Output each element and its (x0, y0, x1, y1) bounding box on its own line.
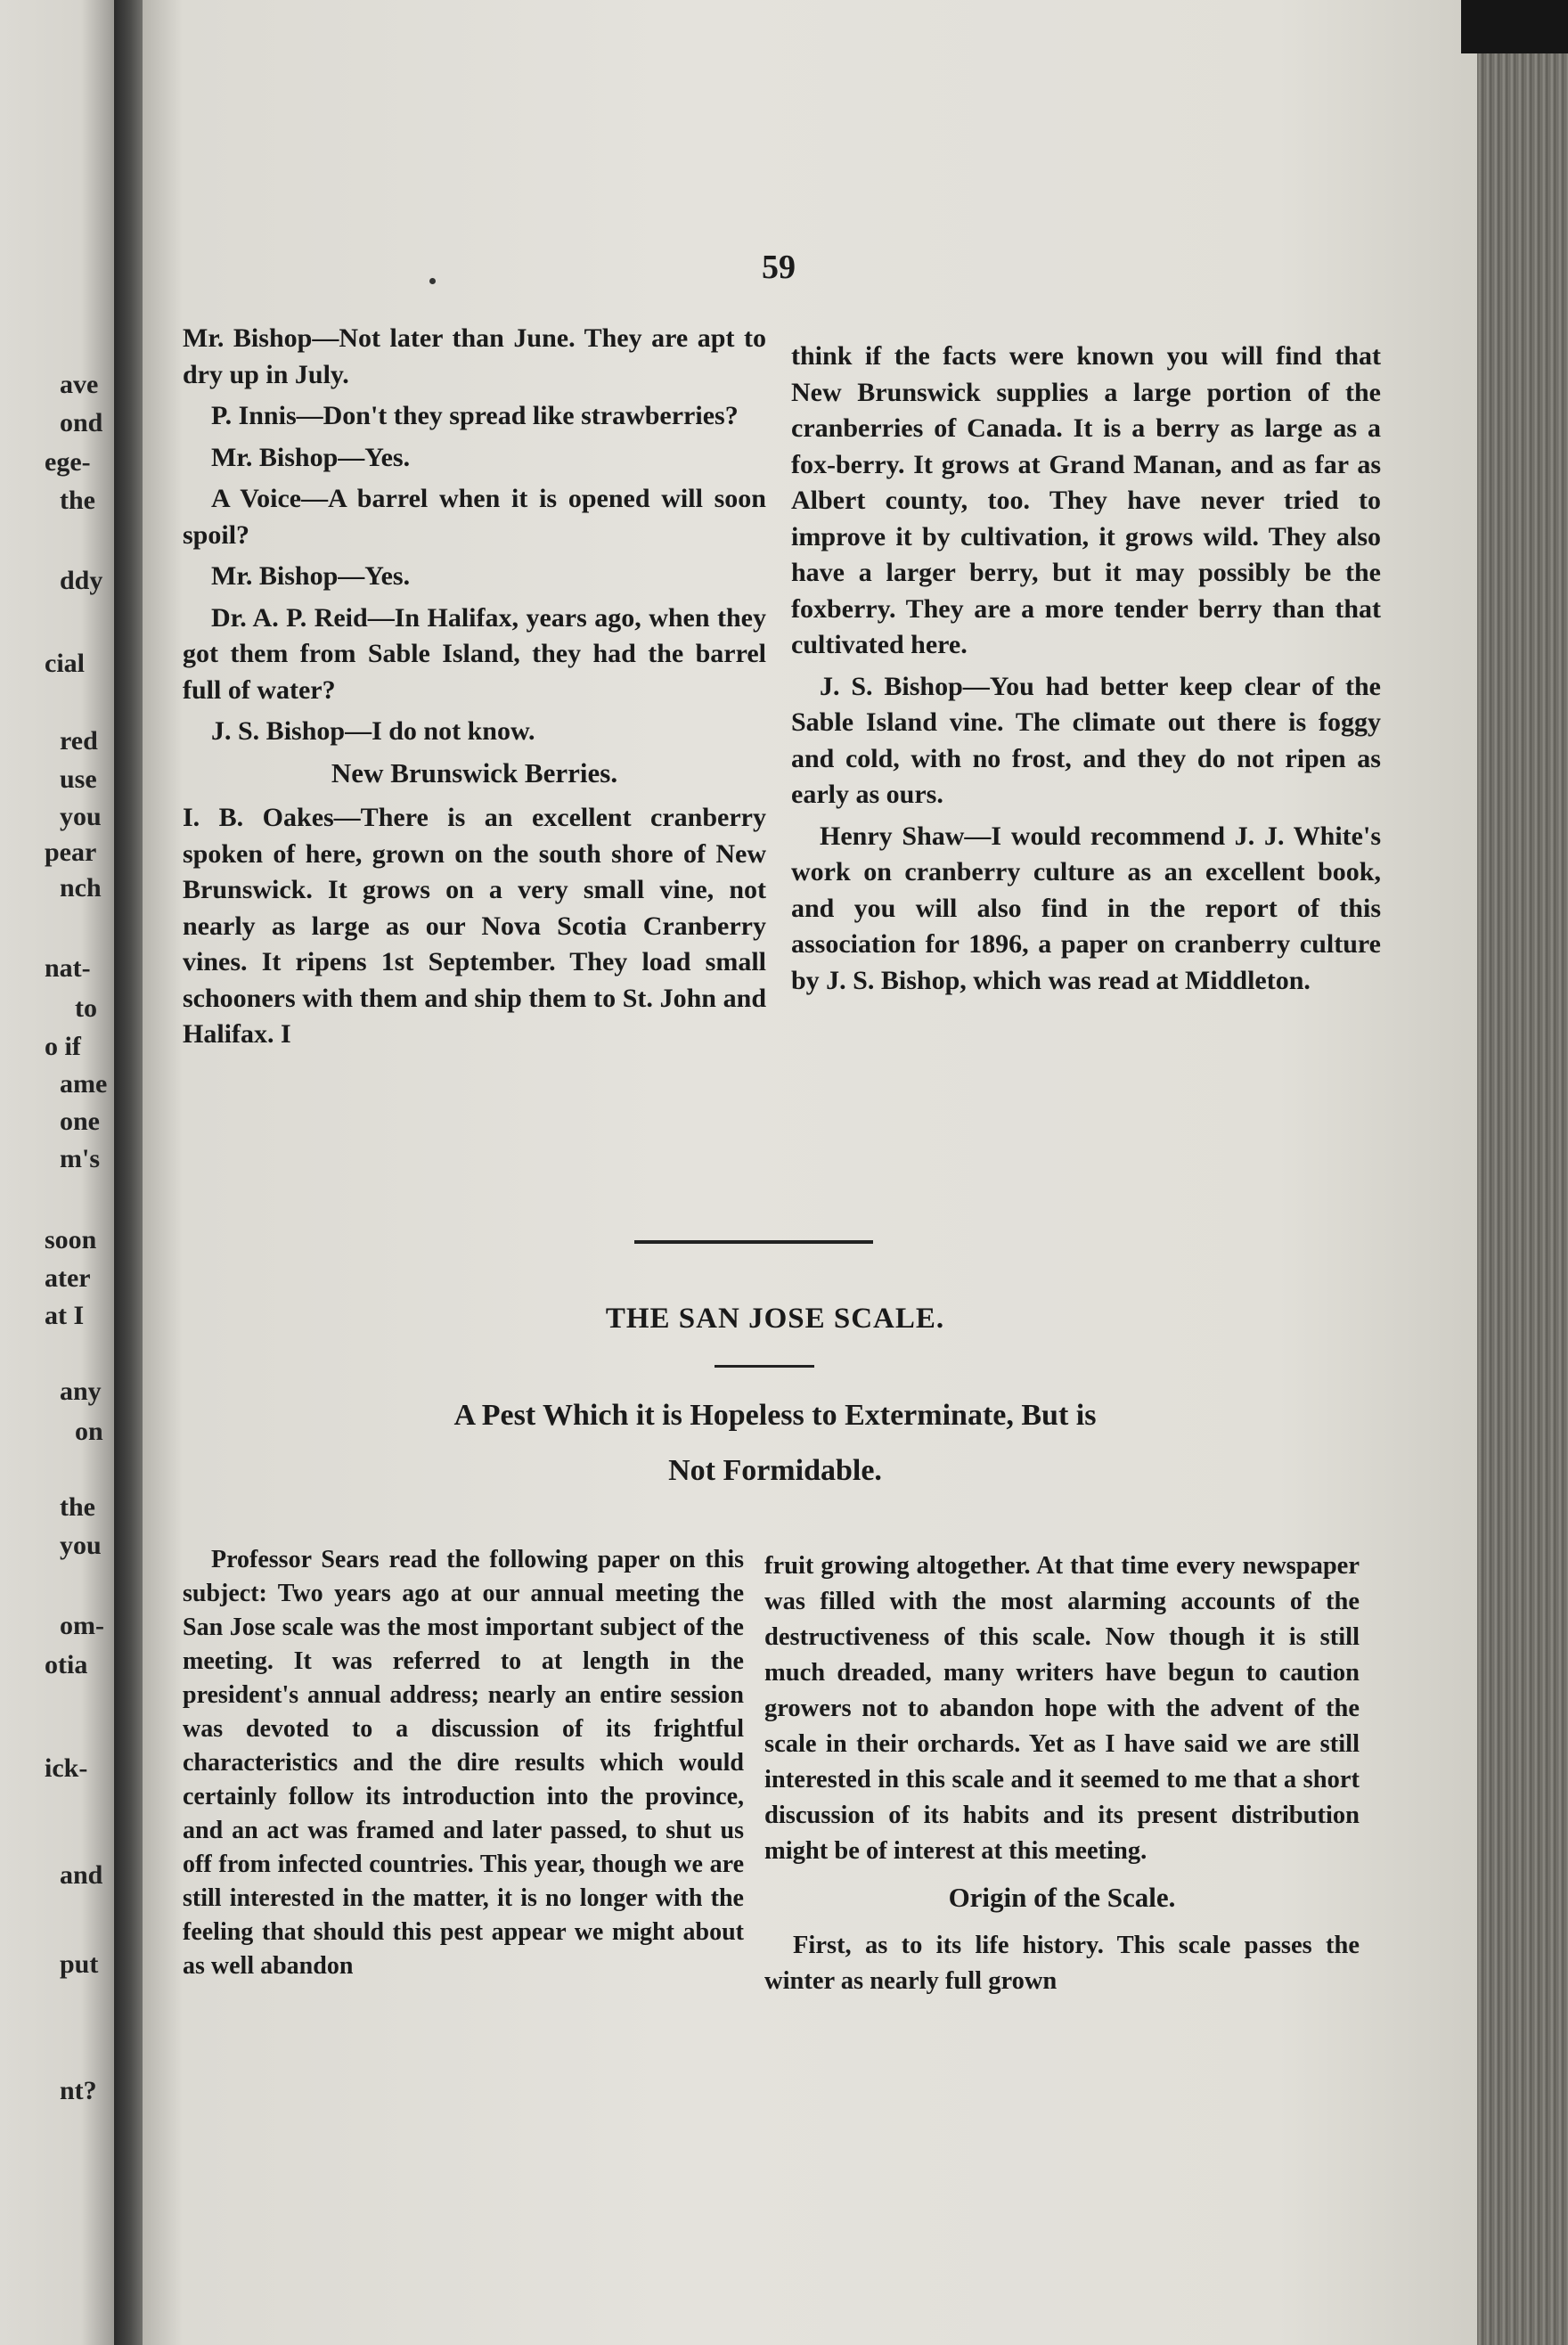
paragraph: J. S. Bishop—You had better keep clear of the Sable Island vine. The climate out there is foggy and cold, with no frost, and they do not ripen as early as ours. (791, 671, 1381, 809)
page-block-top (1461, 0, 1568, 53)
left-page-fragment: ege- (45, 447, 91, 477)
left-page-fragment: otia (45, 1650, 88, 1679)
left-page-fragment: nch (60, 873, 102, 903)
left-page-fragment: ond (60, 408, 103, 437)
subtitle-line: A Pest Which it is Hopeless to Exterminate, But is (453, 1399, 1097, 1432)
article-subtitle (178, 1388, 1372, 1499)
paragraph: Professor Sears read the following paper on this subject: Two years ago at our annual meeting the San Jose scale was the most important subject of the meeting. It was referred to at length in the president's annual address; nearly an entire session was devoted to a discussion of its frightful characteristics and the dire results which would certainly follow its introduction into the province, and an act was framed and later passed, to shut us off from infected countries. This year, though we are still interested in the matter, it is no longer with the feeling that should this pest appear we might about as well abandon (183, 1546, 744, 1980)
paragraph: I. B. Oakes—There is an excellent cranberry spoken of here, grown on the south shore of New Brunswick. It grows on a very small vine, not nearly as large as our Nova Scotia Cranberry vines. It ripens 1st September. They load small schooners with them and ship them to St. John and Halifax. I (183, 803, 766, 1049)
paragraph: Mr. Bishop—Yes. (211, 442, 411, 472)
divider-rule (715, 1365, 814, 1368)
article-title: THE SAN JOSE SCALE. (605, 1303, 945, 1335)
left-page-fragment: you (60, 802, 102, 831)
left-page-fragment: on (75, 1417, 103, 1446)
paragraph: Mr. Bishop—Yes. (211, 561, 411, 591)
column-bottom-right (764, 1548, 1360, 2005)
left-page-fragment: nt? (60, 2076, 97, 2105)
paragraph: J. S. Bishop—I do not know. (211, 716, 535, 746)
left-page-fragment: ick- (45, 1753, 88, 1783)
paragraph: Dr. A. P. Reid—In Halifax, years ago, when they got them from Sable Island, they had the barrel full of water? (183, 602, 766, 705)
paragraph: Mr. Bishop—Not later than June. They are apt to dry up in July. (183, 323, 766, 389)
page-block-edge (1477, 36, 1568, 2345)
subtitle-line: Not Formidable. (668, 1454, 882, 1487)
column-top-right (791, 339, 1381, 1004)
paragraph: First, as to its life history. This scale passes the winter as nearly full grown (764, 1932, 1360, 1995)
speck (429, 278, 436, 284)
paragraph: think if the facts were known you will find that New Brunswick supplies a large portion of the cranberries of Canada. It is a berry as large as a fox-berry. It grows at Grand Manan, and as far as Albert county, too. They have never tried to improve it by cultivation, it grows wild. They also have a larger berry, but it may possibly be the foxberry. They are a more tender berry than that cultivated here. (791, 341, 1381, 659)
column-bottom-left (183, 1543, 744, 1989)
left-page-fragment: one (60, 1107, 100, 1136)
left-page-fragment: you (60, 1531, 102, 1560)
left-page-fragment: ddy (60, 566, 103, 595)
left-page-fragment: red (60, 726, 98, 756)
paragraph: Henry Shaw—I would recommend J. J. White's work on cranberry culture as an excellent book, and you will also find in the report of this association for 1896, a paper on cranberry culture by J. S. Bishop, which was read at Middleton. (791, 821, 1381, 995)
left-page-fragment: om- (60, 1611, 104, 1640)
left-page-fragment: to (75, 993, 97, 1023)
left-page-fragment: put (60, 1949, 99, 1979)
col1-paragraphs (183, 321, 766, 750)
left-page-fragment: any (60, 1377, 102, 1406)
left-page-fragment: m's (60, 1144, 100, 1173)
left-page-fragment: pear (45, 838, 97, 867)
paragraph: A Voice—A barrel when it is opened will soon spoil? (183, 484, 766, 550)
section-heading: New Brunswick Berries. (331, 756, 618, 788)
left-page-fragment: and (60, 1860, 103, 1890)
book-gutter (114, 0, 146, 2345)
left-page-fragment: ave (60, 370, 99, 399)
left-page-fragment: ater (45, 1263, 91, 1293)
left-page-fragment: soon (45, 1225, 97, 1254)
left-page-fragment: cial (45, 649, 85, 678)
section-heading: Origin of the Scale. (948, 1882, 1176, 1913)
left-page-fragment: o if (45, 1032, 81, 1061)
left-page-fragment: the (60, 486, 95, 515)
left-page-fragment: nat- (45, 953, 91, 983)
paragraph: P. Innis—Don't they spread like strawberries? (211, 401, 739, 430)
page-number: 59 (762, 249, 796, 286)
column-top-left (183, 321, 766, 1058)
left-page-fragment: the (60, 1492, 95, 1522)
paragraph: fruit growing altogether. At that time every newspaper was filled with the most alarming accounts of the destructiveness of this scale. Now though it is still much dreaded, many writers have begun to caution growers not to abandon hope with the advent of the scale in their orchards. Yet as I have said we are still interested in this scale and it seemed to me that a short discussion of its habits and its present distribution might be of interest at this meeting. (764, 1552, 1360, 1865)
divider-rule (634, 1240, 873, 1244)
left-page-fragment: at I (45, 1301, 85, 1330)
left-page-fragment: use (60, 764, 97, 794)
left-page-fragment: ame (60, 1069, 108, 1099)
